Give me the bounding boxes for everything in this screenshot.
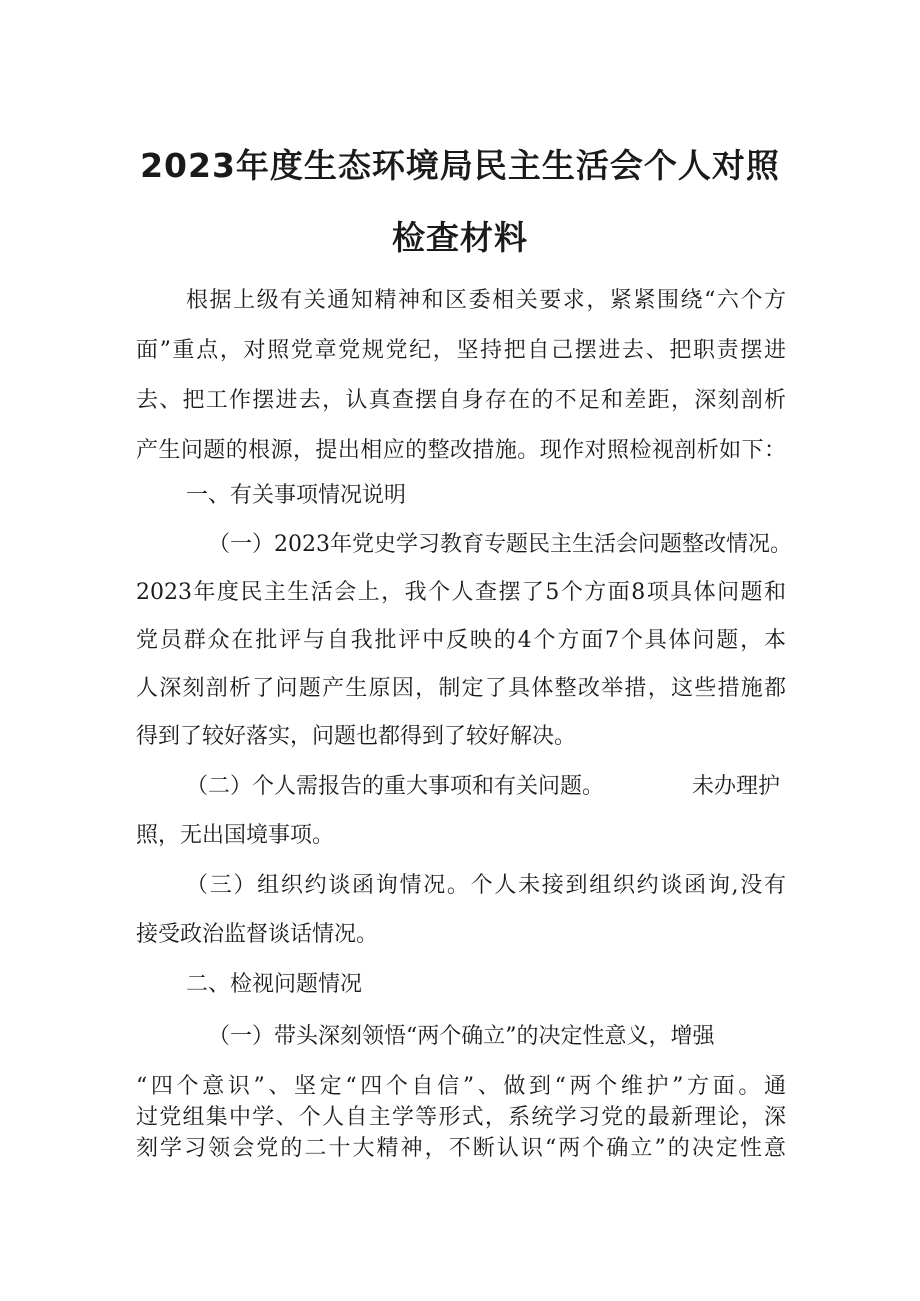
document-title-line-1: 2023年度生态环境局民主生活会个人对照 — [140, 146, 780, 185]
section-heading-1: 一、有关事项情况说明 — [186, 483, 407, 508]
paragraph-line: 党员群众在批评与自我批评中反映的4个方面7个具体问题，本 — [136, 628, 786, 653]
paragraph-line: （三）组织约谈函询情况。个人未接到组织约谈函询,没有 — [186, 873, 786, 898]
paragraph-line: （二）个人需报告的重大事项和有关问题。 — [186, 774, 605, 799]
paragraph-line: 照，无出国境事项。 — [136, 823, 335, 848]
section-heading-2: 二、检视问题情况 — [186, 972, 363, 997]
paragraph-line: （一）2023年党史学习教育专题民主生活会问题整改情况。 — [208, 532, 792, 557]
paragraph-line-tail: 未办理护 — [692, 774, 781, 799]
paragraph-line: 过党组集中学、个人自主学等形式，系统学习党的最新理论，深 — [136, 1105, 786, 1130]
document-title-line-2: 检查材料 — [392, 218, 528, 257]
paragraph-line: 刻学习领会党的二十大精神，不断认识“两个确立”的决定性意 — [136, 1136, 786, 1161]
paragraph-line: （一）带头深刻领悟“两个确立”的决定性意义，增强 — [208, 1024, 715, 1049]
paragraph-line: 人深刻剖析了问题产生原因，制定了具体整改举措，这些措施都 — [136, 676, 786, 701]
paragraph-line: 面”重点，对照党章党规党纪，坚持把自己摆进去、把职责摆进 — [136, 338, 786, 363]
paragraph-line: 产生问题的根源，提出相应的整改措施。现作对照检视剖析如下： — [136, 438, 786, 463]
paragraph-line: 2023年度民主生活会上，我个人查摆了5个方面8项具体问题和 — [136, 580, 786, 605]
paragraph-line: “四个意识”、坚定“四个自信”、做到“两个维护”方面。通 — [136, 1074, 786, 1099]
paragraph-line: 根据上级有关通知精神和区委相关要求，紧紧围绕“六个方 — [186, 288, 786, 313]
paragraph-line: 去、把工作摆进去，认真查摆自身存在的不足和差距，深刻剖析 — [136, 388, 786, 413]
paragraph-line: 接受政治监督谈话情况。 — [136, 922, 379, 947]
paragraph-line: 得到了较好落实，问题也都得到了较好解决。 — [136, 724, 577, 749]
